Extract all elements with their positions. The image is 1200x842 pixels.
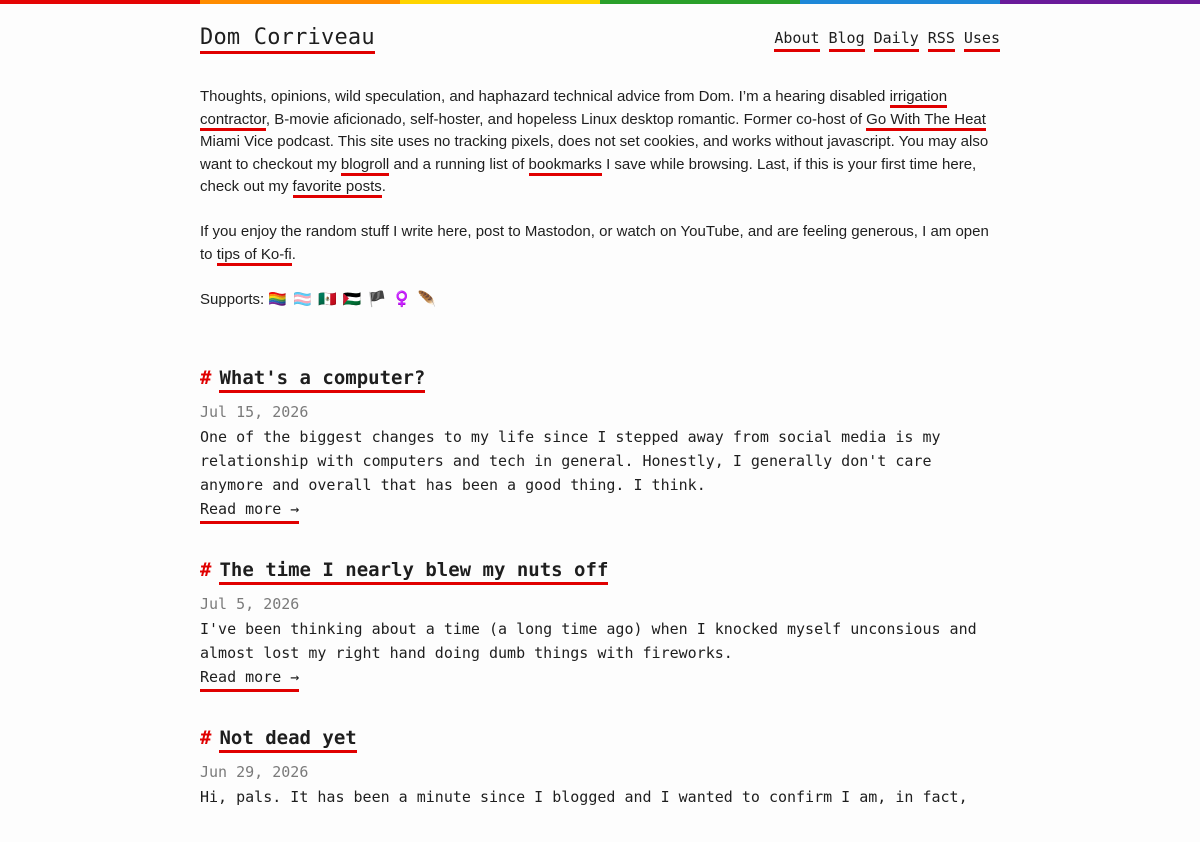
- post-date: Jul 15, 2026: [200, 403, 309, 421]
- post-heading: [200, 725, 1000, 751]
- intro-text: and a running list of: [389, 155, 529, 173]
- tips-paragraph: [200, 221, 1000, 266]
- post-list: [200, 365, 1000, 809]
- intro-text: I save while browsing. Last, if this is your first time here, check out my: [200, 155, 977, 195]
- post-date: Jun 29, 2026: [200, 763, 309, 781]
- main-nav: [774, 24, 1000, 52]
- post-item: [200, 557, 1000, 692]
- bookmarks-link[interactable]: bookmarks: [529, 156, 602, 176]
- page-container: [200, 0, 1000, 842]
- nav-rss[interactable]: RSS: [928, 28, 955, 52]
- intro-text: , B-movie aficionado, self-hoster, and hopeless Linux desktop romantic. Former co-host of: [265, 110, 867, 128]
- post-excerpt: I've been thinking about a time (a long time ago) when I knocked myself unconsious and almost lost my right hand doing dumb things with fireworks.: [200, 620, 977, 662]
- intro-text: .: [381, 178, 386, 195]
- post-item: [200, 365, 1000, 524]
- post-heading: [200, 557, 1000, 583]
- blogroll-link[interactable]: blogroll: [341, 156, 389, 176]
- post-excerpt: Hi, pals. It has been a minute since I blogged and I wanted to confirm I am, in fact,: [200, 788, 968, 806]
- site-title: [200, 24, 375, 52]
- site-header: [200, 24, 1000, 52]
- intro-text: Miami Vice podcast. This site uses no tracking pixels, does not set cookies, and works without javascript. You may also want to checkout my: [200, 133, 989, 173]
- nav-uses[interactable]: Uses: [964, 28, 1000, 52]
- nav-about[interactable]: About: [774, 28, 819, 52]
- intro-paragraph: [200, 86, 1000, 199]
- nav-blog[interactable]: Blog: [829, 28, 865, 52]
- read-more-link[interactable]: Read more →: [200, 497, 299, 524]
- nav-daily[interactable]: Daily: [874, 28, 919, 52]
- post-item: [200, 725, 1000, 809]
- post-title-link[interactable]: What's a computer?: [219, 367, 425, 393]
- post-title-link[interactable]: The time I nearly blew my nuts off: [219, 559, 608, 585]
- go-with-the-heat-link[interactable]: Go With The Heat: [866, 111, 986, 131]
- intro-text: Thoughts, opinions, wild speculation, and haphazard technical advice from Dom. I’m a hearing disabled: [200, 88, 890, 105]
- post-date: Jul 5, 2026: [200, 595, 300, 613]
- post-title-link[interactable]: Not dead yet: [219, 727, 356, 753]
- tips-text: If you enjoy the random stuff I write here, post to Mastodon, or watch on YouTube, and are feeling generous, I am open to: [200, 223, 989, 263]
- hash-icon: #: [200, 559, 212, 581]
- ko-fi-link[interactable]: tips of Ko-fi: [217, 246, 292, 266]
- stripe-purple: [1000, 0, 1200, 4]
- tips-text: .: [291, 245, 296, 263]
- site-title-link[interactable]: Dom Corriveau: [200, 25, 375, 54]
- supports-label: Supports:: [200, 290, 269, 308]
- supports-line: [200, 289, 1000, 312]
- hash-icon: #: [200, 367, 212, 389]
- read-more-link[interactable]: Read more →: [200, 665, 299, 692]
- supports-flags-icon: 🏳️‍🌈 🏳️‍⚧️ 🇲🇽 🇵🇸 🏴 ♀️ 🪶: [268, 290, 438, 308]
- intro: [200, 86, 1000, 311]
- post-heading: [200, 365, 1000, 391]
- hash-icon: #: [200, 727, 212, 749]
- post-excerpt: One of the biggest changes to my life since I stepped away from social media is my relationship with computers and tech in general. Honestly, I generally don't care anymore and overall that has been a good thing. I think.: [200, 428, 941, 494]
- stripe-red: [0, 0, 200, 4]
- favorite-posts-link[interactable]: favorite posts: [293, 178, 382, 198]
- irrigation-contractor-link[interactable]: irrigation contractor: [200, 88, 947, 131]
